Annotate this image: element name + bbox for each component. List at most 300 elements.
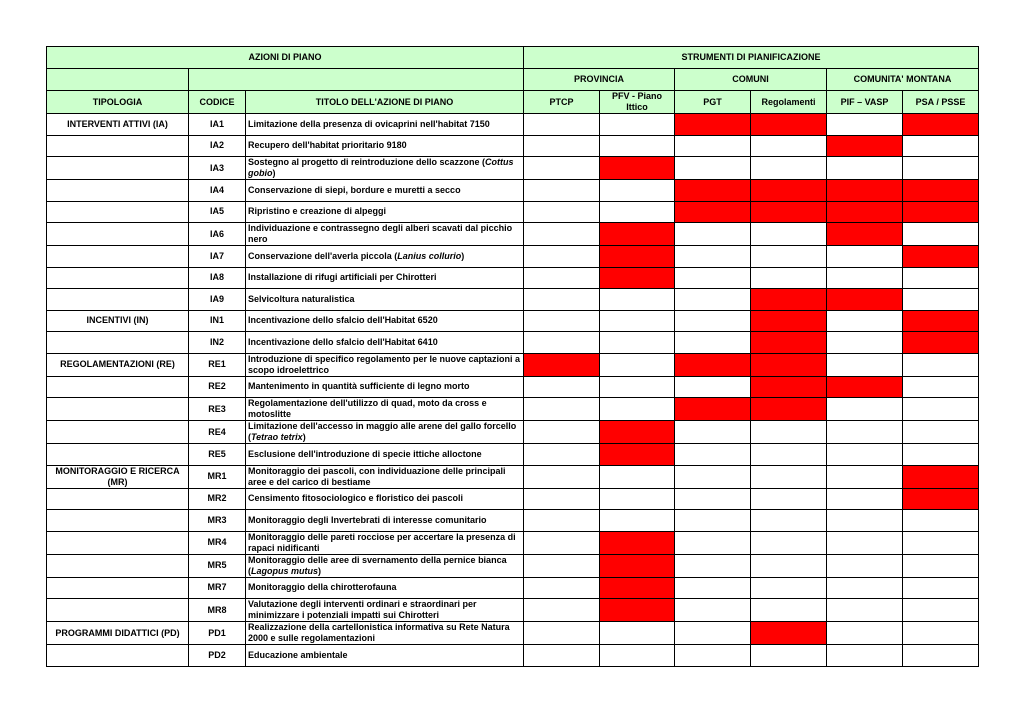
cell-titolo — [246, 376, 524, 398]
mark-cell-pif — [827, 157, 903, 180]
titolo-text: Realizzazione della cartellonistica informativa su Rete Natura 2000 e sulle regolamentazioni — [248, 622, 510, 643]
mark-cell-ptcp — [524, 577, 600, 599]
mark-cell-psa — [903, 465, 979, 488]
mark-cell-ptcp — [524, 465, 600, 488]
cell-titolo — [246, 246, 524, 268]
table-row — [47, 645, 979, 667]
mark-cell-pif — [827, 114, 903, 136]
cell-titolo — [246, 554, 524, 577]
mark-cell-psa — [903, 376, 979, 398]
mark-cell-pfv — [600, 398, 675, 421]
mark-cell-pfv — [600, 267, 675, 289]
mark-cell-ptcp — [524, 223, 600, 246]
cell-codice: IN2 — [189, 332, 246, 354]
mark-cell-psa — [903, 310, 979, 332]
cell-codice: RE4 — [189, 421, 246, 444]
cell-tipologia — [47, 267, 189, 289]
mark-cell-regolamenti — [751, 289, 827, 311]
mark-cell-regolamenti — [751, 201, 827, 223]
table-row — [47, 223, 979, 246]
mark-cell-psa — [903, 332, 979, 354]
mark-cell-pfv — [600, 444, 675, 466]
col-ptcp: PTCP — [524, 91, 600, 114]
table-row — [47, 599, 979, 622]
titolo-text: Monitoraggio della chirotterofauna — [248, 582, 397, 593]
mark-cell-psa — [903, 622, 979, 645]
mark-cell-psa — [903, 531, 979, 554]
mark-cell-regolamenti — [751, 223, 827, 246]
cell-codice: IA2 — [189, 135, 246, 157]
table-row — [47, 114, 979, 136]
cell-tipologia — [47, 531, 189, 554]
table-row — [47, 465, 979, 488]
col-titolo: TITOLO DELL'AZIONE DI PIANO — [246, 91, 524, 114]
cell-titolo — [246, 157, 524, 180]
table-row — [47, 510, 979, 532]
cell-tipologia: INTERVENTI ATTIVI (IA) — [47, 114, 189, 136]
header-blank-2 — [189, 69, 524, 91]
cell-tipologia — [47, 488, 189, 510]
mark-cell-pif — [827, 267, 903, 289]
mark-cell-pfv — [600, 180, 675, 202]
cell-codice: IA3 — [189, 157, 246, 180]
cell-tipologia — [47, 289, 189, 311]
table-row — [47, 444, 979, 466]
cell-codice: PD1 — [189, 622, 246, 645]
mark-cell-pif — [827, 488, 903, 510]
mark-cell-psa — [903, 135, 979, 157]
cell-codice: MR1 — [189, 465, 246, 488]
mark-cell-pif — [827, 398, 903, 421]
mark-cell-psa — [903, 510, 979, 532]
mark-cell-pgt — [675, 465, 751, 488]
table-row — [47, 157, 979, 180]
header-azioni: AZIONI DI PIANO — [47, 47, 524, 69]
mark-cell-pif — [827, 289, 903, 311]
mark-cell-psa — [903, 114, 979, 136]
mark-cell-regolamenti — [751, 310, 827, 332]
mark-cell-regolamenti — [751, 622, 827, 645]
cell-codice: PD2 — [189, 645, 246, 667]
titolo-text: Conservazione dell'averla piccola ( — [248, 250, 398, 261]
mark-cell-regolamenti — [751, 267, 827, 289]
titolo-end: ) — [318, 565, 321, 576]
titolo-text: Limitazione della presenza di ovicaprini nell'habitat 7150 — [248, 118, 490, 129]
mark-cell-ptcp — [524, 332, 600, 354]
mark-cell-pif — [827, 554, 903, 577]
cell-titolo — [246, 465, 524, 488]
cell-titolo — [246, 353, 524, 376]
mark-cell-pif — [827, 599, 903, 622]
mark-cell-regolamenti — [751, 114, 827, 136]
mark-cell-ptcp — [524, 135, 600, 157]
mark-cell-pif — [827, 353, 903, 376]
cell-titolo — [246, 444, 524, 466]
mark-cell-pfv — [600, 353, 675, 376]
cell-codice: RE3 — [189, 398, 246, 421]
mark-cell-pgt — [675, 353, 751, 376]
table-row — [47, 531, 979, 554]
mark-cell-pgt — [675, 114, 751, 136]
table-row — [47, 622, 979, 645]
titolo-text: Limitazione dell'accesso in maggio alle arene del gallo forcello ( — [248, 421, 517, 442]
mark-cell-pgt — [675, 645, 751, 667]
mark-cell-psa — [903, 157, 979, 180]
mark-cell-pif — [827, 465, 903, 488]
col-tipologia: TIPOLOGIA — [47, 91, 189, 114]
table-row — [47, 577, 979, 599]
titolo-text: Individuazione e contrassegno degli alberi scavati dal picchio nero — [248, 223, 513, 244]
mark-cell-ptcp — [524, 488, 600, 510]
cell-tipologia — [47, 554, 189, 577]
mark-cell-pfv — [600, 510, 675, 532]
mark-cell-pif — [827, 135, 903, 157]
mark-cell-psa — [903, 577, 979, 599]
table-row — [47, 488, 979, 510]
mark-cell-regolamenti — [751, 554, 827, 577]
cell-tipologia — [47, 135, 189, 157]
mark-cell-psa — [903, 554, 979, 577]
cell-titolo — [246, 180, 524, 202]
mark-cell-pgt — [675, 332, 751, 354]
mark-cell-ptcp — [524, 267, 600, 289]
mark-cell-ptcp — [524, 531, 600, 554]
mark-cell-pif — [827, 201, 903, 223]
cell-tipologia — [47, 332, 189, 354]
titolo-text: Regolamentazione dell'utilizzo di quad, moto da cross e motoslitte — [248, 398, 487, 419]
mark-cell-pgt — [675, 421, 751, 444]
header-blank-1 — [47, 69, 189, 91]
cell-codice: IA1 — [189, 114, 246, 136]
table-row — [47, 310, 979, 332]
cell-codice: MR8 — [189, 599, 246, 622]
cell-codice: MR4 — [189, 531, 246, 554]
titolo-text: Monitoraggio degli Invertebrati di interesse comunitario — [248, 514, 487, 525]
mark-cell-pgt — [675, 246, 751, 268]
cell-codice: RE5 — [189, 444, 246, 466]
cell-codice: RE2 — [189, 376, 246, 398]
cell-tipologia — [47, 599, 189, 622]
header-comuni: COMUNI — [675, 69, 827, 91]
mark-cell-pif — [827, 332, 903, 354]
mark-cell-psa — [903, 353, 979, 376]
cell-tipologia — [47, 223, 189, 246]
cell-titolo — [246, 310, 524, 332]
mark-cell-pgt — [675, 488, 751, 510]
mark-cell-pif — [827, 223, 903, 246]
table-row — [47, 201, 979, 223]
cell-codice: IA7 — [189, 246, 246, 268]
titolo-text: Conservazione di siepi, bordure e muretti a secco — [248, 184, 461, 195]
mark-cell-regolamenti — [751, 180, 827, 202]
titolo-text: Introduzione di specifico regolamento per le nuove captazioni a scopo idroelettrico — [248, 353, 521, 375]
cell-tipologia: MONITORAGGIO E RICERCA (MR) — [47, 465, 189, 488]
cell-titolo — [246, 223, 524, 246]
cell-titolo — [246, 599, 524, 622]
mark-cell-pgt — [675, 599, 751, 622]
table-row — [47, 421, 979, 444]
mark-cell-pfv — [600, 223, 675, 246]
cell-titolo — [246, 577, 524, 599]
mark-cell-regolamenti — [751, 577, 827, 599]
mark-cell-regolamenti — [751, 531, 827, 554]
mark-cell-regolamenti — [751, 444, 827, 466]
mark-cell-ptcp — [524, 201, 600, 223]
mark-cell-pfv — [600, 554, 675, 577]
species-name: Lagopus mutus — [251, 565, 318, 576]
cell-tipologia — [47, 201, 189, 223]
cell-tipologia: INCENTIVI (IN) — [47, 310, 189, 332]
mark-cell-psa — [903, 289, 979, 311]
cell-codice: MR5 — [189, 554, 246, 577]
mark-cell-pfv — [600, 332, 675, 354]
mark-cell-ptcp — [524, 376, 600, 398]
mark-cell-ptcp — [524, 289, 600, 311]
titolo-end: ) — [302, 432, 306, 442]
cell-tipologia — [47, 645, 189, 667]
mark-cell-ptcp — [524, 510, 600, 532]
mark-cell-regolamenti — [751, 376, 827, 398]
mark-cell-psa — [903, 645, 979, 667]
mark-cell-psa — [903, 398, 979, 421]
mark-cell-regolamenti — [751, 332, 827, 354]
cell-titolo — [246, 488, 524, 510]
mark-cell-psa — [903, 421, 979, 444]
mark-cell-pif — [827, 577, 903, 599]
header-provincia: PROVINCIA — [524, 69, 675, 91]
mark-cell-pgt — [675, 180, 751, 202]
titolo-text: Esclusione dell'introduzione di specie ittiche alloctone — [248, 448, 482, 459]
mark-cell-psa — [903, 246, 979, 268]
cell-tipologia — [47, 157, 189, 180]
mark-cell-regolamenti — [751, 157, 827, 180]
mark-cell-pgt — [675, 622, 751, 645]
mark-cell-pgt — [675, 135, 751, 157]
pianificazione-table — [46, 46, 979, 667]
mark-cell-regolamenti — [751, 246, 827, 268]
mark-cell-pgt — [675, 310, 751, 332]
titolo-text: Ripristino e creazione di alpeggi — [248, 206, 387, 217]
mark-cell-pfv — [600, 622, 675, 645]
species-name: Cottus gobio — [248, 157, 514, 178]
mark-cell-ptcp — [524, 157, 600, 180]
mark-cell-psa — [903, 599, 979, 622]
mark-cell-pfv — [600, 246, 675, 268]
mark-cell-ptcp — [524, 310, 600, 332]
mark-cell-ptcp — [524, 114, 600, 136]
mark-cell-pif — [827, 622, 903, 645]
mark-cell-pif — [827, 310, 903, 332]
mark-cell-pfv — [600, 201, 675, 223]
col-psa: PSA / PSSE — [903, 91, 979, 114]
titolo-text: Incentivazione dello sfalcio dell'Habitat 6520 — [248, 315, 438, 326]
mark-cell-pfv — [600, 135, 675, 157]
titolo-text: Mantenimento in quantità sufficiente di legno morto — [248, 381, 470, 392]
mark-cell-pfv — [600, 421, 675, 444]
mark-cell-pfv — [600, 465, 675, 488]
mark-cell-pif — [827, 376, 903, 398]
mark-cell-pfv — [600, 157, 675, 180]
mark-cell-regolamenti — [751, 645, 827, 667]
mark-cell-pgt — [675, 554, 751, 577]
mark-cell-pgt — [675, 444, 751, 466]
cell-tipologia — [47, 510, 189, 532]
cell-titolo — [246, 531, 524, 554]
titolo-text: Monitoraggio dei pascoli, con individuazione delle principali aree e del carico di bestiame — [248, 465, 506, 487]
titolo-text: Selvicoltura naturalistica — [248, 293, 355, 304]
titolo-text: Installazione di rifugi artificiali per Chirotteri — [248, 272, 437, 283]
species-name: Tetrao tetrix — [251, 432, 303, 442]
cell-titolo — [246, 398, 524, 421]
table-row — [47, 289, 979, 311]
mark-cell-psa — [903, 444, 979, 466]
cell-codice: MR7 — [189, 577, 246, 599]
mark-cell-ptcp — [524, 622, 600, 645]
col-pfv: PFV - Piano Ittico — [600, 91, 675, 114]
col-codice: CODICE — [189, 91, 246, 114]
titolo-text: Monitoraggio delle pareti rocciose per accertare la presenza di rapaci nidificanti — [248, 531, 516, 553]
titolo-end: ) — [461, 250, 465, 261]
cell-codice: IA5 — [189, 201, 246, 223]
cell-codice: IA8 — [189, 267, 246, 289]
mark-cell-pgt — [675, 267, 751, 289]
titolo-text: Educazione ambientale — [248, 649, 348, 660]
col-pif: PIF – VASP — [827, 91, 903, 114]
cell-titolo — [246, 289, 524, 311]
cell-titolo — [246, 135, 524, 157]
mark-cell-ptcp — [524, 645, 600, 667]
mark-cell-pfv — [600, 114, 675, 136]
mark-cell-pgt — [675, 510, 751, 532]
mark-cell-regolamenti — [751, 421, 827, 444]
mark-cell-pfv — [600, 376, 675, 398]
mark-cell-pfv — [600, 310, 675, 332]
mark-cell-psa — [903, 267, 979, 289]
cell-titolo — [246, 645, 524, 667]
cell-titolo — [246, 421, 524, 444]
mark-cell-pfv — [600, 645, 675, 667]
col-regolamenti: Regolamenti — [751, 91, 827, 114]
mark-cell-psa — [903, 180, 979, 202]
cell-tipologia — [47, 398, 189, 421]
table-row — [47, 267, 979, 289]
cell-codice: MR3 — [189, 510, 246, 532]
mark-cell-pfv — [600, 577, 675, 599]
table-row — [47, 332, 979, 354]
species-name: Lanius collurio — [397, 250, 462, 261]
cell-tipologia — [47, 180, 189, 202]
cell-titolo — [246, 510, 524, 532]
titolo-text: Incentivazione dello sfalcio dell'Habitat 6410 — [248, 336, 438, 347]
titolo-end: ) — [272, 168, 276, 178]
mark-cell-pif — [827, 531, 903, 554]
cell-codice: RE1 — [189, 353, 246, 376]
table-row — [47, 554, 979, 577]
cell-codice: IA6 — [189, 223, 246, 246]
mark-cell-pgt — [675, 398, 751, 421]
titolo-text: Monitoraggio delle aree di svernamento della pernice bianca ( — [248, 554, 507, 576]
mark-cell-pfv — [600, 289, 675, 311]
header-comunita: COMUNITA' MONTANA — [827, 69, 979, 91]
cell-titolo — [246, 332, 524, 354]
cell-tipologia — [47, 246, 189, 268]
cell-tipologia — [47, 376, 189, 398]
mark-cell-psa — [903, 201, 979, 223]
mark-cell-pgt — [675, 577, 751, 599]
mark-cell-pif — [827, 510, 903, 532]
mark-cell-pgt — [675, 376, 751, 398]
mark-cell-regolamenti — [751, 488, 827, 510]
mark-cell-psa — [903, 488, 979, 510]
mark-cell-pgt — [675, 201, 751, 223]
table-row — [47, 353, 979, 376]
mark-cell-regolamenti — [751, 510, 827, 532]
mark-cell-pgt — [675, 223, 751, 246]
mark-cell-pif — [827, 180, 903, 202]
titolo-text: Recupero dell'habitat prioritario 9180 — [248, 140, 407, 151]
mark-cell-ptcp — [524, 599, 600, 622]
titolo-text: Valutazione degli interventi ordinari e straordinari per minimizzare i potenziali impatti sui Chirotteri — [248, 599, 477, 620]
mark-cell-regolamenti — [751, 398, 827, 421]
mark-cell-pfv — [600, 531, 675, 554]
mark-cell-pif — [827, 421, 903, 444]
mark-cell-ptcp — [524, 180, 600, 202]
mark-cell-ptcp — [524, 353, 600, 376]
cell-titolo — [246, 267, 524, 289]
cell-codice: IA9 — [189, 289, 246, 311]
mark-cell-ptcp — [524, 421, 600, 444]
cell-codice: IA4 — [189, 180, 246, 202]
cell-tipologia — [47, 444, 189, 466]
mark-cell-pif — [827, 444, 903, 466]
mark-cell-ptcp — [524, 246, 600, 268]
mark-cell-pgt — [675, 157, 751, 180]
table-row — [47, 180, 979, 202]
header-strumenti: STRUMENTI DI PIANIFICAZIONE — [524, 47, 979, 69]
mark-cell-pfv — [600, 599, 675, 622]
mark-cell-pif — [827, 645, 903, 667]
mark-cell-regolamenti — [751, 465, 827, 488]
mark-cell-regolamenti — [751, 353, 827, 376]
col-pgt: PGT — [675, 91, 751, 114]
cell-tipologia: PROGRAMMI DIDATTICI (PD) — [47, 622, 189, 645]
mark-cell-regolamenti — [751, 599, 827, 622]
mark-cell-pgt — [675, 531, 751, 554]
mark-cell-psa — [903, 223, 979, 246]
titolo-text: Censimento fitosociologico e floristico dei pascoli — [248, 493, 464, 504]
mark-cell-pif — [827, 246, 903, 268]
table-row — [47, 398, 979, 421]
cell-titolo — [246, 201, 524, 223]
table-row — [47, 376, 979, 398]
cell-titolo — [246, 622, 524, 645]
cell-codice: IN1 — [189, 310, 246, 332]
mark-cell-ptcp — [524, 444, 600, 466]
mark-cell-ptcp — [524, 554, 600, 577]
titolo-text: Sostegno al progetto di reintroduzione dello scazzone ( — [248, 157, 486, 167]
mark-cell-regolamenti — [751, 135, 827, 157]
cell-codice: MR2 — [189, 488, 246, 510]
mark-cell-pgt — [675, 289, 751, 311]
cell-titolo — [246, 114, 524, 136]
cell-tipologia: REGOLAMENTAZIONI (RE) — [47, 353, 189, 376]
mark-cell-pfv — [600, 488, 675, 510]
mark-cell-ptcp — [524, 398, 600, 421]
cell-tipologia — [47, 577, 189, 599]
table-row — [47, 246, 979, 268]
table-row — [47, 135, 979, 157]
cell-tipologia — [47, 421, 189, 444]
